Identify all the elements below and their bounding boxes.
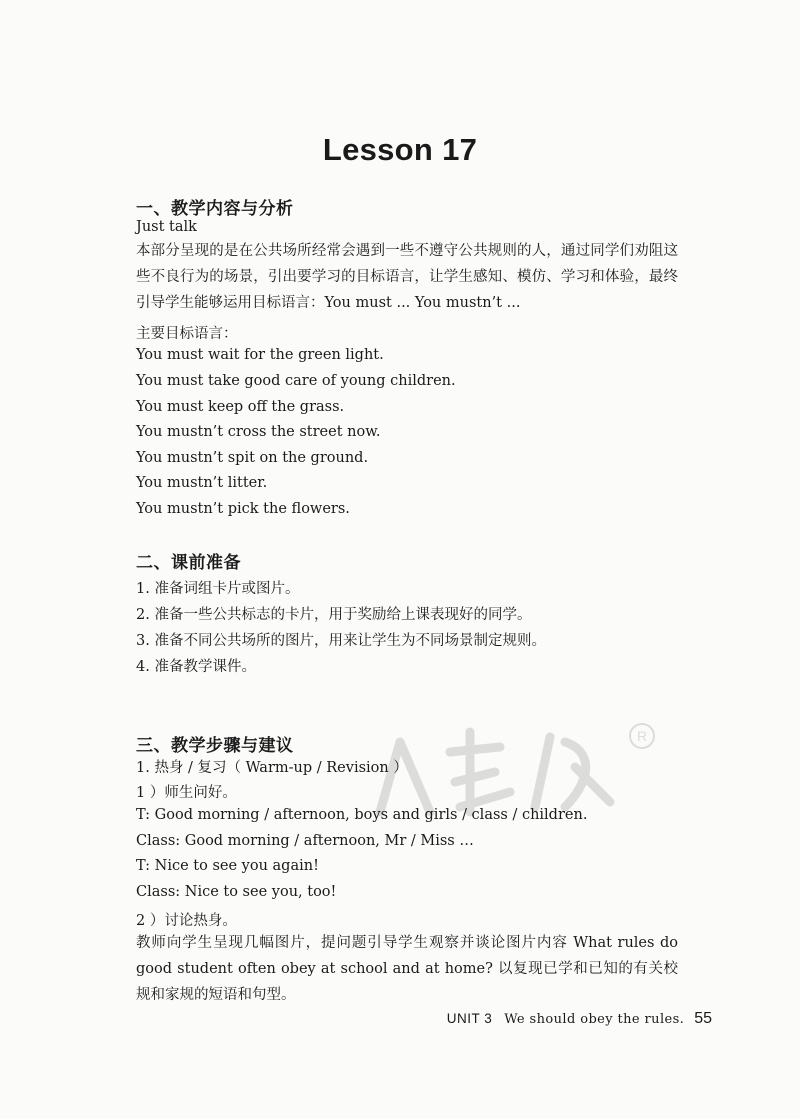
section3-paragraph: 教师向学生呈现几幅图片，提问题引导学生观察并谈论图片内容 What rules do good student often obey at school and at home? 以复现已学和已知的有关校规和家规的短语和句型。 [136,935,678,1003]
preparation-item: 3. 准备不同公共场所的图片，用来让学生为不同场景制定规则。 [136,633,546,649]
unit-title: We should obey the rules. [504,1012,685,1027]
sub-step-2: 2 ）讨论热身。 [136,913,237,929]
section2-heading: 二、课前准备 [136,553,241,573]
preparation-item: 4. 准备教学课件。 [136,659,256,675]
target-sentence: You must take good care of young children. [136,373,456,389]
page-footer [0,1010,712,1028]
preparation-item: 2. 准备一些公共标志的卡片，用于奖励给上课表现好的同学。 [136,607,532,623]
svg-text:R: R [636,728,648,744]
dialogue-line: T: Nice to see you again! [136,858,319,874]
lesson-title: Lesson 17 [322,132,478,167]
page-number: 55 [694,1010,712,1027]
dialogue-line: Class: Good morning / afternoon, Mr / Miss … [136,833,474,849]
preparation-item: 1. 准备词组卡片或图片。 [136,581,300,597]
target-sentence: You mustn’t pick the flowers. [136,501,350,517]
step-1: 1. 热身 / 复习（ Warm-up / Revision ） [136,760,408,776]
section1-heading: 一、教学内容与分析 [136,199,294,219]
dialogue-line: T: Good morning / afternoon, boys and girls / class / children. [136,807,588,823]
target-sentence: You must wait for the green light. [136,347,384,363]
section1-subheading: Just talk [136,219,197,235]
dialogue-line: Class: Nice to see you, too! [136,884,337,900]
target-sentence: You mustn’t spit on the ground. [136,450,369,466]
section1-paragraph: 本部分呈现的是在公共场所经常会遇到一些不遵守公共规则的人，通过同学们劝阻这些不良行为的场景，引出要学习的目标语言，让学生感知、模仿、学习和体验，最终引导学生能够运用目标语言：You must ... You mustn’t ... [136,243,678,311]
target-sentence: You mustn’t litter. [136,475,268,491]
sub-step-1: 1 ）师生问好。 [136,785,237,801]
section3-heading: 三、教学步骤与建议 [136,736,294,756]
unit-label: UNIT 3 [446,1011,493,1026]
target-sentence: You mustn’t cross the street now. [136,424,381,440]
target-language-label: 主要目标语言： [136,326,238,342]
target-sentence: You must keep off the grass. [136,399,345,415]
